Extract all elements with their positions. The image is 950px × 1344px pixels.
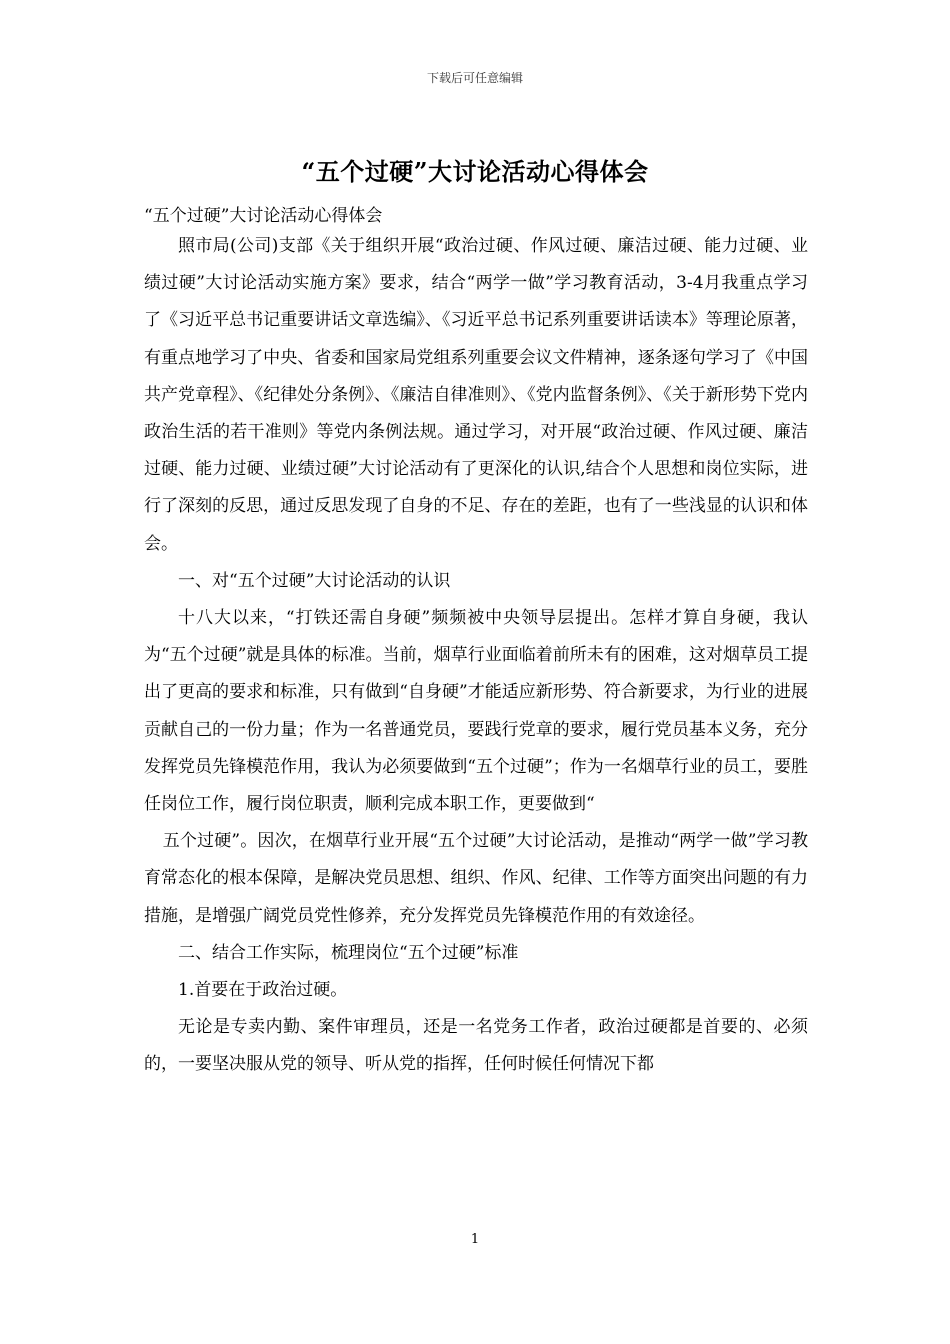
subsection-heading-1: 1.首要在于政治过硬。 <box>178 980 348 1001</box>
document-subtitle: “五个过硬”大讨论活动心得体会 <box>144 206 383 226</box>
page-number: 1 <box>470 1232 480 1247</box>
paragraph-section-1: 十八大以来，“打铁还需自身硬”频频被中央领导层提出。怎样才算自身硬，我认为“五个过硬”就是具体的标准。当前，烟草行业面临着前所未有的困难，这对烟草员工提出了更高的要求和标准，只有做到“自身硬”才能适应新形势、符合新要求，为行业的进展贡献自己的一份力量；作为一名普通党员，要践行党章的要求，履行党员基本义务，充分发挥党员先锋模范作用，我认为必须要做到“五个过硬”；作为一名烟草行业的员工，要胜任岗位工作，履行岗位职责，顺利完成本职工作，更要做到“ <box>144 608 808 815</box>
page-header: 下载后可任意编辑 <box>426 71 523 85</box>
paragraph-section-1-cont: 五个过硬”。因次，在烟草行业开展“五个过硬”大讨论活动，是推动“两学一做”学习教育常态化的根本保障，是解决党员思想、组织、作风、纪律、工作等方面突出问题的有力措施，是增强广阔党员党性修养，充分发挥党员先锋模范作用的有效途径。 <box>144 831 808 926</box>
document-title: “五个过硬”大讨论活动心得体会 <box>301 157 649 186</box>
paragraph-intro: 照市局(公司)支部《关于组织开展“政治过硬、作风过硬、廉洁过硬、能力过硬、业绩过硬”大讨论活动实施方案》要求，结合“两学一做”学习教育活动，3-4月我重点学习了《习近平总书记重要讲话文章选编》、《习近平总书记系列重要讲话读本》等理论原著，有重点地学习了中央、省委和国家局党组系列重要会议文件精神，逐条逐句学习了《中国共产党章程》、《纪律处分条例》、《廉洁自律准则》、《党内监督条例》、《关于新形势下党内政治生活的若干准则》等党内条例法规。通过学习，对开展“政治过硬、作风过硬、廉洁过硬、能力过硬、业绩过硬”大讨论活动有了更深化的认识,结合个人思想和岗位实际，进行了深刻的反思，通过反思发现了自身的不足、存在的差距，也有了一些浅显的认识和体会。 <box>144 236 808 554</box>
section-heading-2: 二、结合工作实际，梳理岗位“五个过硬”标准 <box>178 942 519 963</box>
paragraph-subsection-1: 无论是专卖内勤、案件审理员，还是一名党务工作者，政治过硬都是首要的、必须的，一要坚决服从党的领导、听从党的指挥，任何时候任何情况下都 <box>144 1017 808 1075</box>
section-heading-1: 一、对“五个过硬”大讨论活动的认识 <box>178 570 451 591</box>
document-body <box>144 228 808 1084</box>
